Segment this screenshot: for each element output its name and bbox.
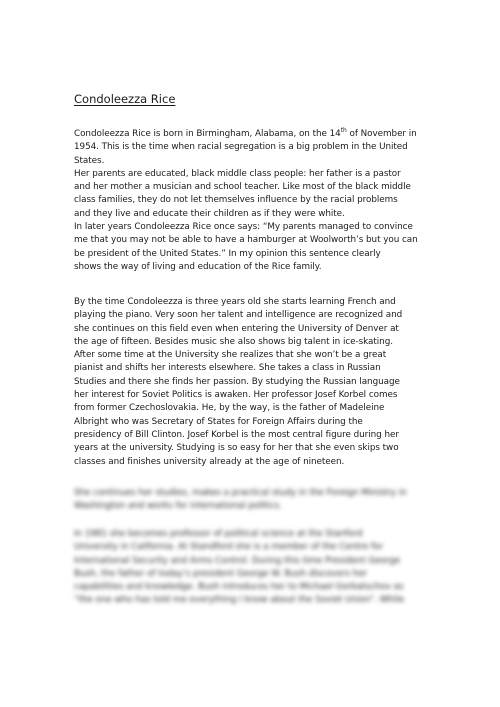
- text-line: In later years Condoleezza Rice once says: “My parents managed to convince: [74, 222, 413, 233]
- text-line: pianist and shifts her interests elsewhere. She takes a class in Russian: [74, 363, 381, 374]
- text-line: presidency of Bill Clinton. Josef Korbel is the most central figure during her: [74, 429, 399, 440]
- text-line: Washington and works for international politics.: [74, 501, 282, 512]
- superscript: th: [340, 127, 347, 135]
- paragraph-3-blurred: [74, 487, 432, 514]
- document-title: Condoleezza Rice: [74, 92, 176, 106]
- text-line: Her parents are educated, black middle class people: her father is a pastor: [74, 168, 401, 179]
- text-line: After some time at the University she realizes that she won’t be a great: [74, 350, 387, 361]
- text-line: be president of the United States.” In my opinion this sentence clearly: [74, 248, 381, 259]
- text-line: 1954. This is the time when racial segregation is a big problem in the United: [74, 142, 408, 153]
- paragraph-1: [74, 128, 432, 274]
- text-line: and they live and educate their children as if they were white.: [74, 208, 345, 219]
- text-line: capabilities and knowledge. Bush introduces her to Michael Gorbatschov as: [74, 582, 404, 593]
- text-line: me that you may not be able to have a hamburger at Woolworth’s but you can: [74, 235, 418, 246]
- text-line: Bush, the father of today’s president George W. Bush discovers her: [74, 568, 368, 579]
- text-line: By the time Condoleezza is three years old she starts learning French and: [74, 297, 396, 307]
- text-line: and her mother a musician and school teacher. Like most of the black middle: [74, 182, 411, 193]
- paragraph-2: [74, 296, 432, 469]
- text-line: States.: [74, 155, 105, 166]
- text-line: “the one who has told me everything I know about the Soviet Union”. While: [74, 595, 405, 606]
- text-line: shows the way of living and education of the Rice family.: [74, 261, 322, 272]
- text-line: class families, they do not let themselves influence by the racial problems: [74, 195, 398, 206]
- text-line: Condoleezza Rice is born in Birmingham, Alabama, on the 14th of November in: [74, 127, 417, 139]
- text-line: In 1981 she becomes professor of political science at the Stanford: [74, 529, 363, 539]
- text-line: classes and finishes university already at the age of nineteen.: [74, 456, 345, 467]
- paragraph-4-blurred: [74, 528, 432, 608]
- text-line: University in California. At Standford she is a member of the Centre for: [74, 542, 383, 553]
- text-line: Studies and there she finds her passion. By studying the Russian language: [74, 376, 400, 387]
- text-line: her interest for Soviet Politics is awaken. Her professor Josef Korbel comes: [74, 390, 398, 401]
- text-line: the age of fifteen. Besides music she also shows big talent in ice-skating.: [74, 336, 393, 347]
- text-line: She continues her studies, makes a practical study in the Foreign Ministry in: [74, 488, 407, 498]
- text-line: from former Czechoslovakia. He, by the way, is the father of Madeleine: [74, 403, 385, 414]
- text-line: playing the piano. Very soon her talent and intelligence are recognized and: [74, 310, 403, 321]
- text-line: International Security and Arms Control. During this time President George: [74, 555, 401, 566]
- text-line: she continues on this field even when entering the University of Denver at: [74, 323, 399, 334]
- text-line: Albright who was Secretary of States for Foreign Affairs during the: [74, 416, 363, 427]
- text-line: years at the university. Studying is so easy for her that she even skips two: [74, 443, 399, 454]
